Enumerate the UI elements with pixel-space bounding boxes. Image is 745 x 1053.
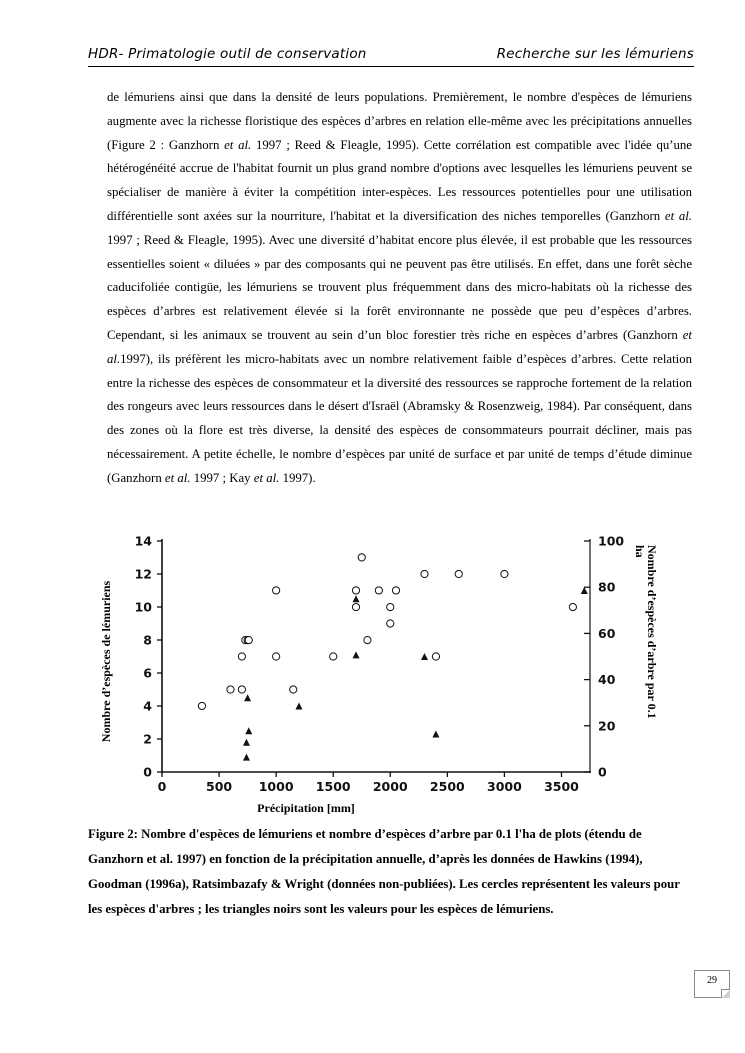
tree-species-point — [290, 686, 297, 693]
y2-tick-label: 80 — [598, 579, 616, 595]
figure-caption — [88, 822, 692, 922]
caption-text: Figure 2: Nombre d'espèces de lémuriens et nombre d’espèces d’arbre par 0.1 l'ha de plots (étendu de Ganzhorn et al. 1997) en fonction de la précipitation annuelle, d’après les données de Hawkins (1994), Goodman (1996a), Ratsimbazafy & Wright (données non-publiées). Les cercles représentent les valeurs pour les espèces d'arbres ; les triangles noirs sont les valeurs pour les espèces de lémuriens. — [88, 827, 680, 916]
y2-tick-label: 100 — [598, 533, 625, 549]
et-al-italic: et al. — [107, 327, 692, 366]
page-fold-corner — [721, 989, 730, 998]
page-number: 29 — [707, 975, 717, 986]
tree-species-point — [273, 653, 280, 660]
tree-species-point — [238, 653, 245, 660]
y-tick-label: 4 — [143, 698, 152, 714]
text-run: 1997 ; Reed & Fleagle, 1995). Avec une diversité d’habitat encore plus élevée, il est probable que les ressources essentielles soient « diluées » par des composants qui ne peuvent pas être utilisés. En effet, dans une forêt sèche caducifoliée contigüe, les lémuriens se trouvent plus fréquemment dans des micro-habitats où la richesse des espèces d’arbres est relativement élevée si la forêt environnante ne possède que peu d’espèces d’arbres. Cependant, si les animaux se trouvent au sein d’un bloc forestier très riche en espèces d’arbres (Ganzhorn — [107, 232, 692, 342]
y-tick-label: 2 — [143, 731, 152, 747]
y2-tick-label: 20 — [598, 718, 616, 734]
tree-species-point — [392, 587, 399, 594]
text-run: de lémuriens ainsi que dans la densité de leurs populations. Premièrement, le nombre d'espèces de lémuriens augmente avec la richesse floristique des espèces d’arbres en relation elle-même avec les précipitations annuelles (Figure 2 : Ganzhorn — [107, 90, 692, 152]
header-left-title: HDR- Primatologie outil de conservation — [88, 46, 367, 62]
x-tick-label: 2000 — [372, 779, 408, 794]
tree-species-point — [387, 620, 394, 627]
lemur-species-point — [421, 653, 428, 660]
tree-species-point — [569, 603, 576, 610]
y-tick-label: 0 — [143, 764, 152, 780]
lemur-species-point — [243, 739, 250, 746]
lemur-species-point — [353, 651, 360, 658]
tree-species-point — [364, 636, 371, 643]
tree-species-point — [387, 603, 394, 610]
lemur-species-point — [243, 754, 250, 761]
tree-species-point — [352, 587, 359, 594]
y-axis-label: Nombre d’espèces de lémuriens — [99, 580, 113, 743]
tree-species-point — [238, 686, 245, 693]
tree-species-point — [421, 570, 428, 577]
lemur-species-point — [581, 587, 588, 594]
tree-species-point — [227, 686, 234, 693]
scatter-chart — [96, 528, 676, 820]
y2-axis-label-line1: Nombre d’espèces d’arbre par 0.1 — [645, 545, 659, 719]
figure-2-chart — [96, 528, 676, 820]
text-run: 1997). — [279, 470, 316, 485]
lemur-species-point — [245, 727, 252, 734]
tree-species-point — [198, 702, 205, 709]
y2-tick-label: 40 — [598, 672, 616, 688]
x-tick-label: 500 — [206, 779, 233, 794]
et-al-italic: et al. — [664, 208, 692, 223]
y-tick-label: 8 — [143, 632, 152, 648]
x-tick-label: 3500 — [544, 779, 579, 794]
page-header — [88, 44, 694, 67]
x-axis-label: Précipitation [mm] — [257, 801, 355, 815]
header-right-title: Recherche sur les lémuriens — [496, 46, 694, 62]
y-tick-label: 10 — [134, 599, 152, 615]
tree-species-point — [330, 653, 337, 660]
y-tick-label: 6 — [143, 665, 152, 681]
lemur-species-point — [353, 595, 360, 602]
text-run: 1997 ; Kay — [190, 470, 254, 485]
y2-axis-label-line2: ha — [633, 545, 647, 558]
y-tick-label: 12 — [134, 566, 152, 582]
body-text — [107, 86, 692, 491]
tree-species-point — [501, 570, 508, 577]
et-al-italic: et al. — [224, 137, 252, 152]
x-tick-label: 1000 — [258, 779, 294, 794]
y-tick-label: 14 — [134, 533, 152, 549]
tree-species-point — [432, 653, 439, 660]
tree-species-point — [273, 587, 280, 594]
body-paragraph — [107, 86, 692, 491]
y2-tick-label: 0 — [598, 764, 607, 780]
tree-species-point — [352, 603, 359, 610]
x-tick-label: 1500 — [315, 779, 351, 794]
et-al-italic: et al. — [253, 470, 280, 485]
x-tick-label: 0 — [157, 779, 167, 794]
lemur-species-point — [244, 694, 251, 701]
page-number-box — [694, 970, 730, 998]
x-tick-label: 2500 — [429, 779, 465, 794]
lemur-species-point — [432, 731, 439, 738]
x-tick-label: 3000 — [487, 779, 522, 794]
tree-species-point — [455, 570, 462, 577]
tree-species-point — [375, 587, 382, 594]
tree-species-point — [358, 554, 365, 561]
text-run: 1997 ; Reed & Fleagle, 1995). Cette corrélation est compatible avec l'idée qu’une hétérogénéité accrue de l'habitat fournit un plus grand nombre d'options avec lesquelles les lémuriens peuvent se spécialiser de manière à éviter la compétition inter-espèces. Les ressources potentielles pour une utilisation différentielle sont axées sur la nourriture, l'habitat et la diversification des niches temporelles (Ganzhorn — [107, 137, 692, 223]
text-run: 1997), ils préfèrent les micro-habitats avec un nombre relativement faible d’espèces d’arbres. Cette relation entre la richesse des espèces de consommateur et la diversité des ressources se rapproche fortement de la relation des rongeurs avec leurs ressources dans le désert d'Israël (Abramsky & Rosenzweig, 1984). Par conséquent, dans des zones où la flore est très diverse, la densité des espèces de consommateurs pourrait décliner, mais pas nécessairement. A petite échelle, le nombre d’espèces par unité de surface et par unité de temps d’étude diminue (Ganzhorn — [107, 351, 692, 485]
y2-tick-label: 60 — [598, 625, 616, 641]
et-al-italic: et al. — [164, 470, 191, 485]
lemur-species-point — [295, 703, 302, 710]
tree-species-point — [245, 636, 252, 643]
